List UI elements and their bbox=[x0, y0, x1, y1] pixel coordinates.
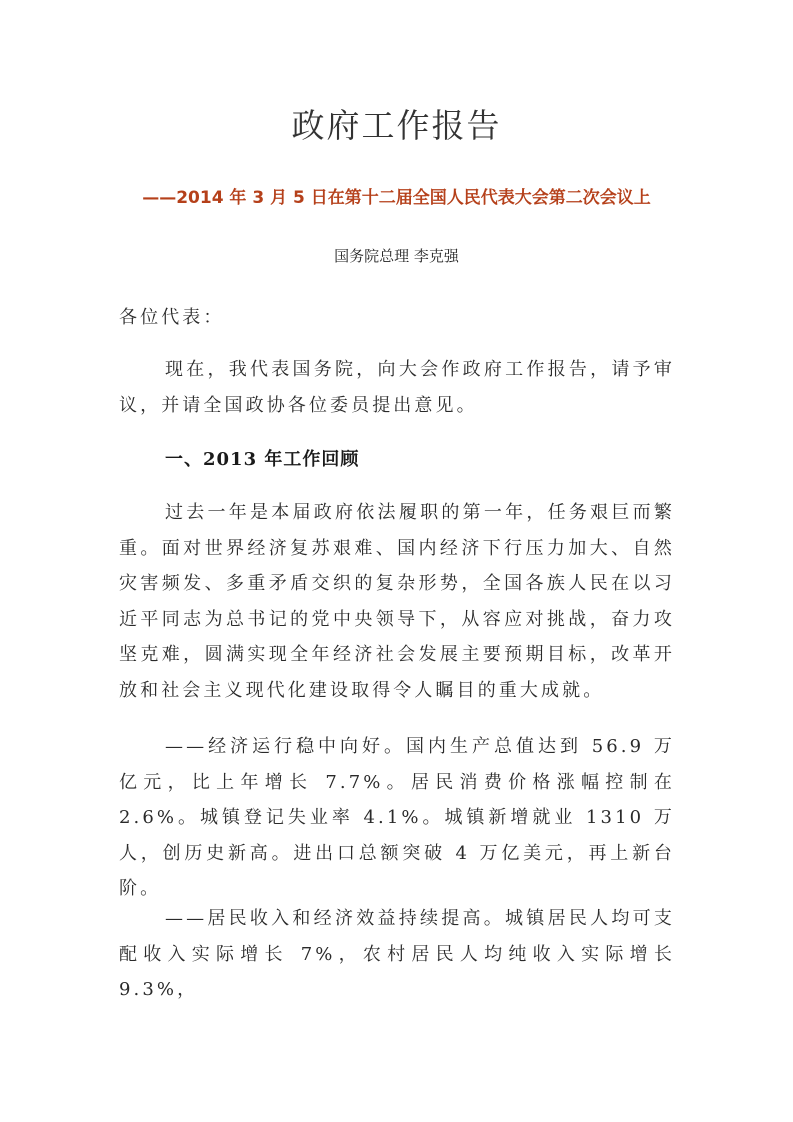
paragraph-income: ——居民收入和经济效益持续提高。城镇居民人均可支配收入实际增长 7%，农村居民人均纯收入实际增长 9.3%， bbox=[119, 908, 675, 1000]
section-heading: 一、2013 年工作回顾 bbox=[165, 449, 360, 470]
salutation: 各位代表： bbox=[119, 307, 225, 328]
paragraph-economy: ——经济运行稳中向好。国内生产总值达到 56.9 万亿元，比上年增长 7.7%。居民消费价格涨幅控制在 2.6%。城镇登记失业率 4.1%。城镇新增就业 1310 万人，创历史新高。进出口总额突破 4 万亿美元，再上新台阶。 bbox=[119, 736, 675, 899]
document-title: 政府工作报告 bbox=[291, 106, 502, 145]
author-line: 国务院总理 李克强 bbox=[334, 247, 459, 265]
document-subtitle: ——2014 年 3 月 5 日在第十二届全国人民代表大会第二次会议上 bbox=[142, 188, 651, 208]
paragraph-review: 过去一年是本届政府依法履职的第一年，任务艰巨而繁重。面对世界经济复苏艰难、国内经济下行压力加大、自然灾害频发、多重矛盾交织的复杂形势，全国各族人民在以习近平同志为总书记的党中央领导下，从容应对挑战，奋力攻坚克难，圆满实现全年经济社会发展主要预期目标，改革开放和社会主义现代化建设取得令人瞩目的重大成就。 bbox=[119, 502, 675, 701]
paragraph-intro: 现在，我代表国务院，向大会作政府工作报告，请予审议，并请全国政协各位委员提出意见。 bbox=[119, 359, 675, 416]
